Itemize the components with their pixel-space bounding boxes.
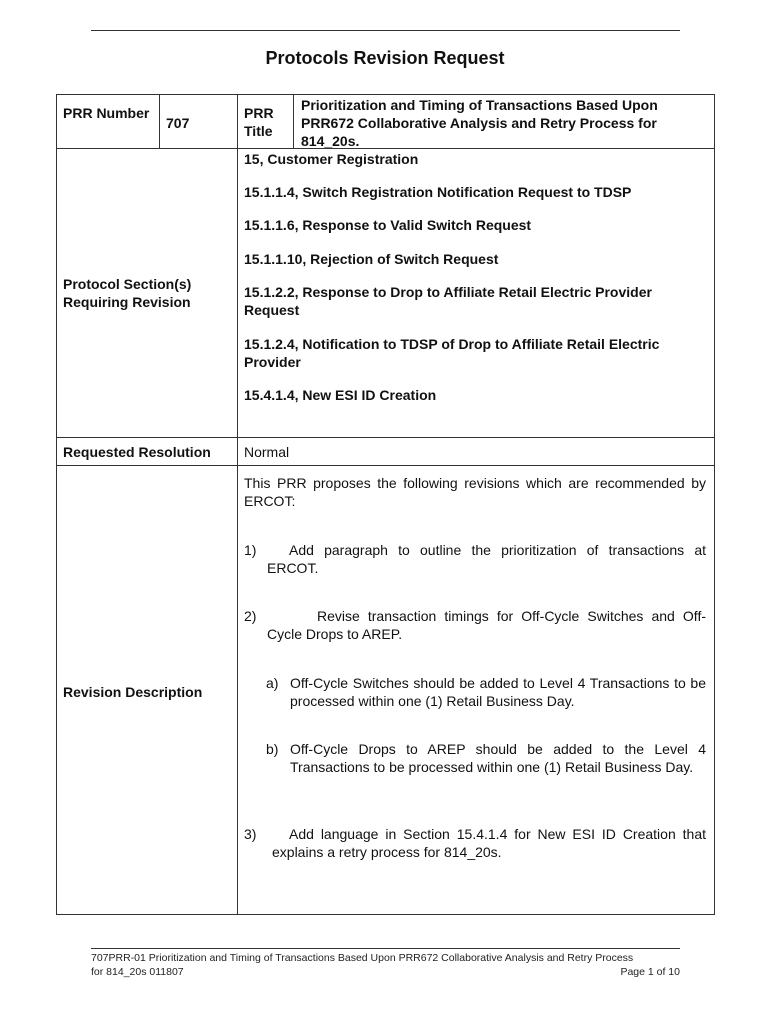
table-divider bbox=[56, 465, 715, 466]
prr-number-value: 707 bbox=[166, 115, 190, 131]
section-item: 15.1.2.4, Notification to TDSP of Drop to Affiliate Retail Electric Provider bbox=[244, 336, 660, 370]
list-item: Add language in Section 15.4.1.4 for New ESI ID Creation that explains a retry process for 814_20s. bbox=[272, 826, 706, 860]
table-divider bbox=[159, 94, 160, 149]
table-divider bbox=[293, 94, 294, 149]
description-intro: This PRR proposes the following revisions which are recommended by ERCOT: bbox=[244, 475, 706, 509]
prr-title-value: Prioritization and Timing of Transactions Based Upon PRR672 Collaborative Analysis and Retry Process for 814_20s. bbox=[301, 97, 658, 149]
section-item: 15.1.1.4, Switch Registration Notification Request to TDSP bbox=[244, 184, 632, 200]
table-divider bbox=[237, 94, 238, 915]
list-number: a) bbox=[266, 675, 279, 691]
page-title: Protocols Revision Request bbox=[265, 48, 505, 68]
list-item: Off-Cycle Switches should be added to Level 4 Transactions to be processed within one (1) Retail Business Day. bbox=[290, 675, 706, 709]
list-number: 3) bbox=[244, 826, 257, 842]
table-divider bbox=[56, 437, 715, 438]
section-item: 15.4.1.4, New ESI ID Creation bbox=[244, 387, 437, 403]
list-number: 2) bbox=[244, 608, 257, 624]
footer-rule bbox=[91, 948, 680, 949]
list-item: Off-Cycle Drops to AREP should be added to the Level 4 Transactions to be processed within one (1) Retail Business Day. bbox=[290, 741, 706, 775]
list-item: Revise transaction timings for Off-Cycle Switches and Off-Cycle Drops to AREP. bbox=[267, 608, 706, 642]
prr-title-label: PRR Title bbox=[244, 105, 274, 139]
resolution-label: Requested Resolution bbox=[63, 444, 211, 460]
top-rule bbox=[91, 30, 680, 31]
section-item: 15.1.1.10, Rejection of Switch Request bbox=[244, 251, 499, 267]
sections-label: Protocol Section(s) Requiring Revision bbox=[63, 276, 192, 310]
list-number: b) bbox=[266, 741, 279, 757]
description-label: Revision Description bbox=[63, 684, 203, 700]
section-item: 15.1.1.6, Response to Valid Switch Request bbox=[244, 217, 532, 233]
section-item: 15, Customer Registration bbox=[244, 151, 419, 167]
list-item: Add paragraph to outline the prioritization of transactions at ERCOT. bbox=[267, 542, 706, 576]
list-number: 1) bbox=[244, 542, 257, 558]
footer-line: 707PRR-01 Prioritization and Timing of Transactions Based Upon PRR672 Collaborative Analysis and Retry Process bbox=[91, 952, 634, 964]
page-number: Page 1 of 10 bbox=[620, 966, 680, 978]
resolution-value: Normal bbox=[244, 444, 290, 460]
prr-number-label: PRR Number bbox=[63, 105, 150, 121]
section-item: 15.1.2.2, Response to Drop to Affiliate Retail Electric Provider Request bbox=[244, 284, 652, 318]
footer-line: for 814_20s 011807 bbox=[91, 966, 184, 978]
